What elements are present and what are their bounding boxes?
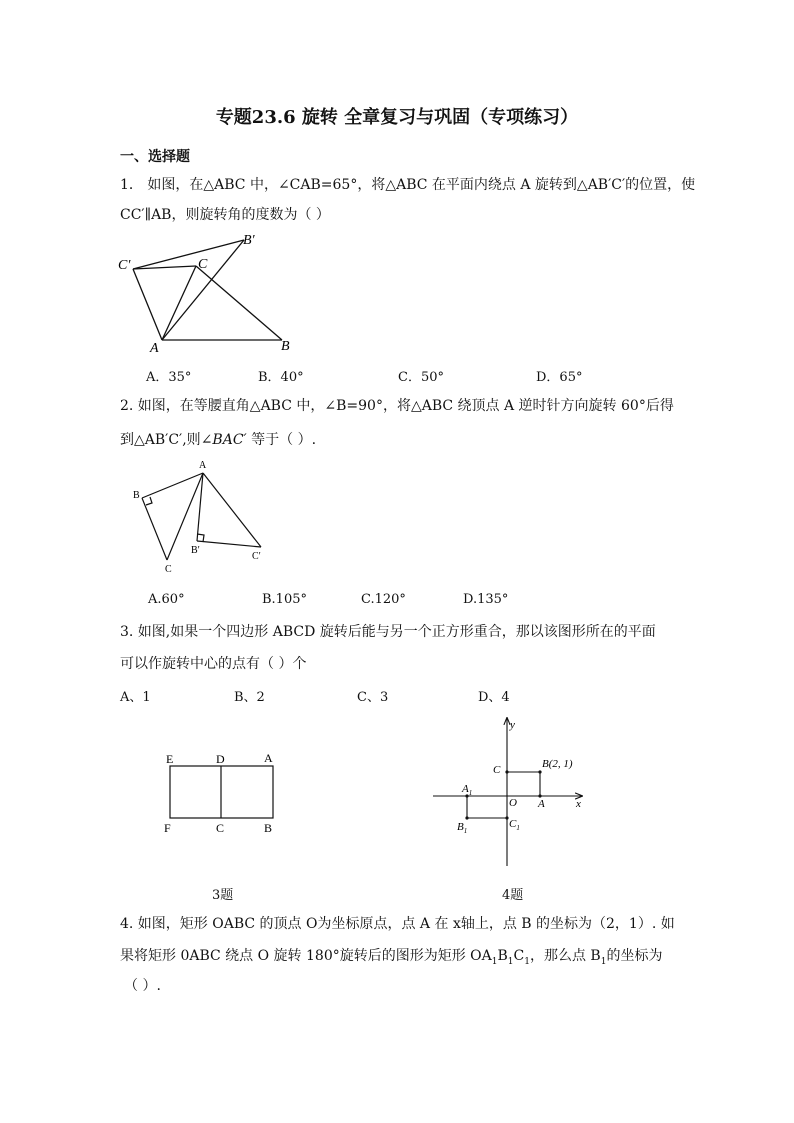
label-b: B bbox=[281, 339, 290, 354]
segment-ab-prime bbox=[197, 473, 203, 541]
figure-4-caption: 4题 bbox=[502, 888, 524, 903]
label-a1: $A_1$ bbox=[462, 783, 473, 797]
label-b1: $B_1$ bbox=[457, 821, 468, 835]
label-o: O bbox=[509, 797, 517, 809]
page-title: 专题23.6 旋转 全章复习与巩固（专项练习） bbox=[215, 107, 579, 128]
label-c: C bbox=[165, 564, 172, 575]
question-3-figure bbox=[160, 748, 290, 838]
segment-ab-prime bbox=[162, 240, 244, 340]
label-a: A bbox=[538, 798, 545, 810]
segment-c-prime-b-prime bbox=[133, 240, 244, 269]
question-4-text-line2: 果将矩形 0ABC 绕点 O 旋转 180°旋转后的图形为矩形 $OA_1B_1C_1$，那么点 $B_1$的坐标为 bbox=[120, 948, 663, 967]
label-a: A bbox=[199, 460, 207, 471]
label-b: B bbox=[264, 821, 273, 835]
question-1-text-line2: CC′∥AB，则旋转角的度数为（ ） bbox=[120, 207, 330, 223]
rectangle-oabc bbox=[507, 772, 540, 796]
question-2-text-line1: 2. 如图，在等腰直角△ABC 中，∠B=90°，将△ABC 绕顶点 A 逆时针方向旋转 60°后得 bbox=[120, 398, 674, 414]
q3-option-d[interactable]: D、4 bbox=[478, 690, 510, 705]
question-1-figure bbox=[110, 228, 310, 358]
label-b-prime: B′ bbox=[243, 233, 255, 248]
label-e: E bbox=[166, 752, 174, 766]
q3-option-b[interactable]: B、2 bbox=[234, 690, 265, 705]
question-2-figure bbox=[125, 455, 285, 580]
question-4-text-line1: 4. 如图，矩形 OABC 的顶点 O为坐标原点，点 A 在 x轴上，点 B 的坐标为（2，1）. 如 bbox=[120, 916, 675, 932]
question-2-text-line2 bbox=[120, 430, 316, 450]
q2-option-d[interactable]: D.135° bbox=[463, 592, 509, 607]
q2-line2-prefix: 到△AB′C′,则 bbox=[120, 432, 201, 448]
label-c: C bbox=[216, 821, 225, 835]
label-c-prime: C′ bbox=[252, 551, 261, 562]
q2-angle-expression: ∠BAC′ bbox=[200, 432, 247, 448]
label-c-prime: C′ bbox=[118, 258, 131, 273]
label-y-axis: y bbox=[510, 719, 515, 731]
label-b-prime: B′ bbox=[191, 545, 200, 556]
q1-option-b[interactable]: B．40° bbox=[258, 370, 304, 385]
question-4-text-line3: （ ）. bbox=[124, 978, 161, 994]
section-heading: 一、选择题 bbox=[120, 149, 190, 165]
label-c1: $C_1$ bbox=[509, 818, 520, 832]
label-c: C bbox=[493, 764, 501, 776]
question-3-text-line1: 3. 如图,如果一个四边形 ABCD 旋转后能与另一个正方形重合，那以该图形所在的平面 bbox=[120, 624, 656, 640]
segment-ac-prime bbox=[133, 269, 162, 340]
segment-ac bbox=[162, 266, 196, 340]
question-3-text-line2: 可以作旋转中心的点有（ ）个 bbox=[120, 656, 307, 672]
q2-option-a[interactable]: A.60° bbox=[148, 592, 185, 607]
label-b-coord: B(2, 1) bbox=[542, 758, 573, 770]
segment-bc bbox=[142, 498, 167, 560]
q1-option-c[interactable]: C．50° bbox=[398, 370, 444, 385]
q3-option-c[interactable]: C、3 bbox=[357, 690, 389, 705]
q2-option-b[interactable]: B.105° bbox=[262, 592, 307, 607]
segment-ac-prime bbox=[203, 473, 261, 547]
label-a: A bbox=[264, 751, 273, 765]
q3-option-a[interactable]: A、1 bbox=[120, 690, 151, 705]
label-b: B bbox=[133, 490, 140, 501]
q2-option-c[interactable]: C.120° bbox=[361, 592, 406, 607]
label-a: A bbox=[150, 341, 159, 356]
q2-line2-suffix: 等于（ ）. bbox=[246, 432, 317, 448]
rectangle-oa1b1c1 bbox=[467, 796, 507, 818]
figure-3-caption: 3题 bbox=[212, 888, 234, 903]
q1-option-a[interactable]: A．35° bbox=[146, 370, 192, 385]
label-d: D bbox=[216, 752, 225, 766]
label-x-axis: x bbox=[576, 798, 581, 810]
label-c: C bbox=[198, 257, 208, 272]
question-4-figure bbox=[425, 714, 595, 870]
segment-cb bbox=[196, 266, 282, 340]
q1-option-d[interactable]: D．65° bbox=[536, 370, 583, 385]
label-f: F bbox=[164, 821, 171, 835]
right-angle-mark-b bbox=[146, 497, 152, 505]
question-1-text-line1: 1． 如图，在△ABC 中，∠CAB=65°，将△ABC 在平面内绕点 A 旋转到△AB′C′的位置，使 bbox=[120, 177, 696, 193]
segment-b-prime-c-prime bbox=[197, 541, 261, 547]
